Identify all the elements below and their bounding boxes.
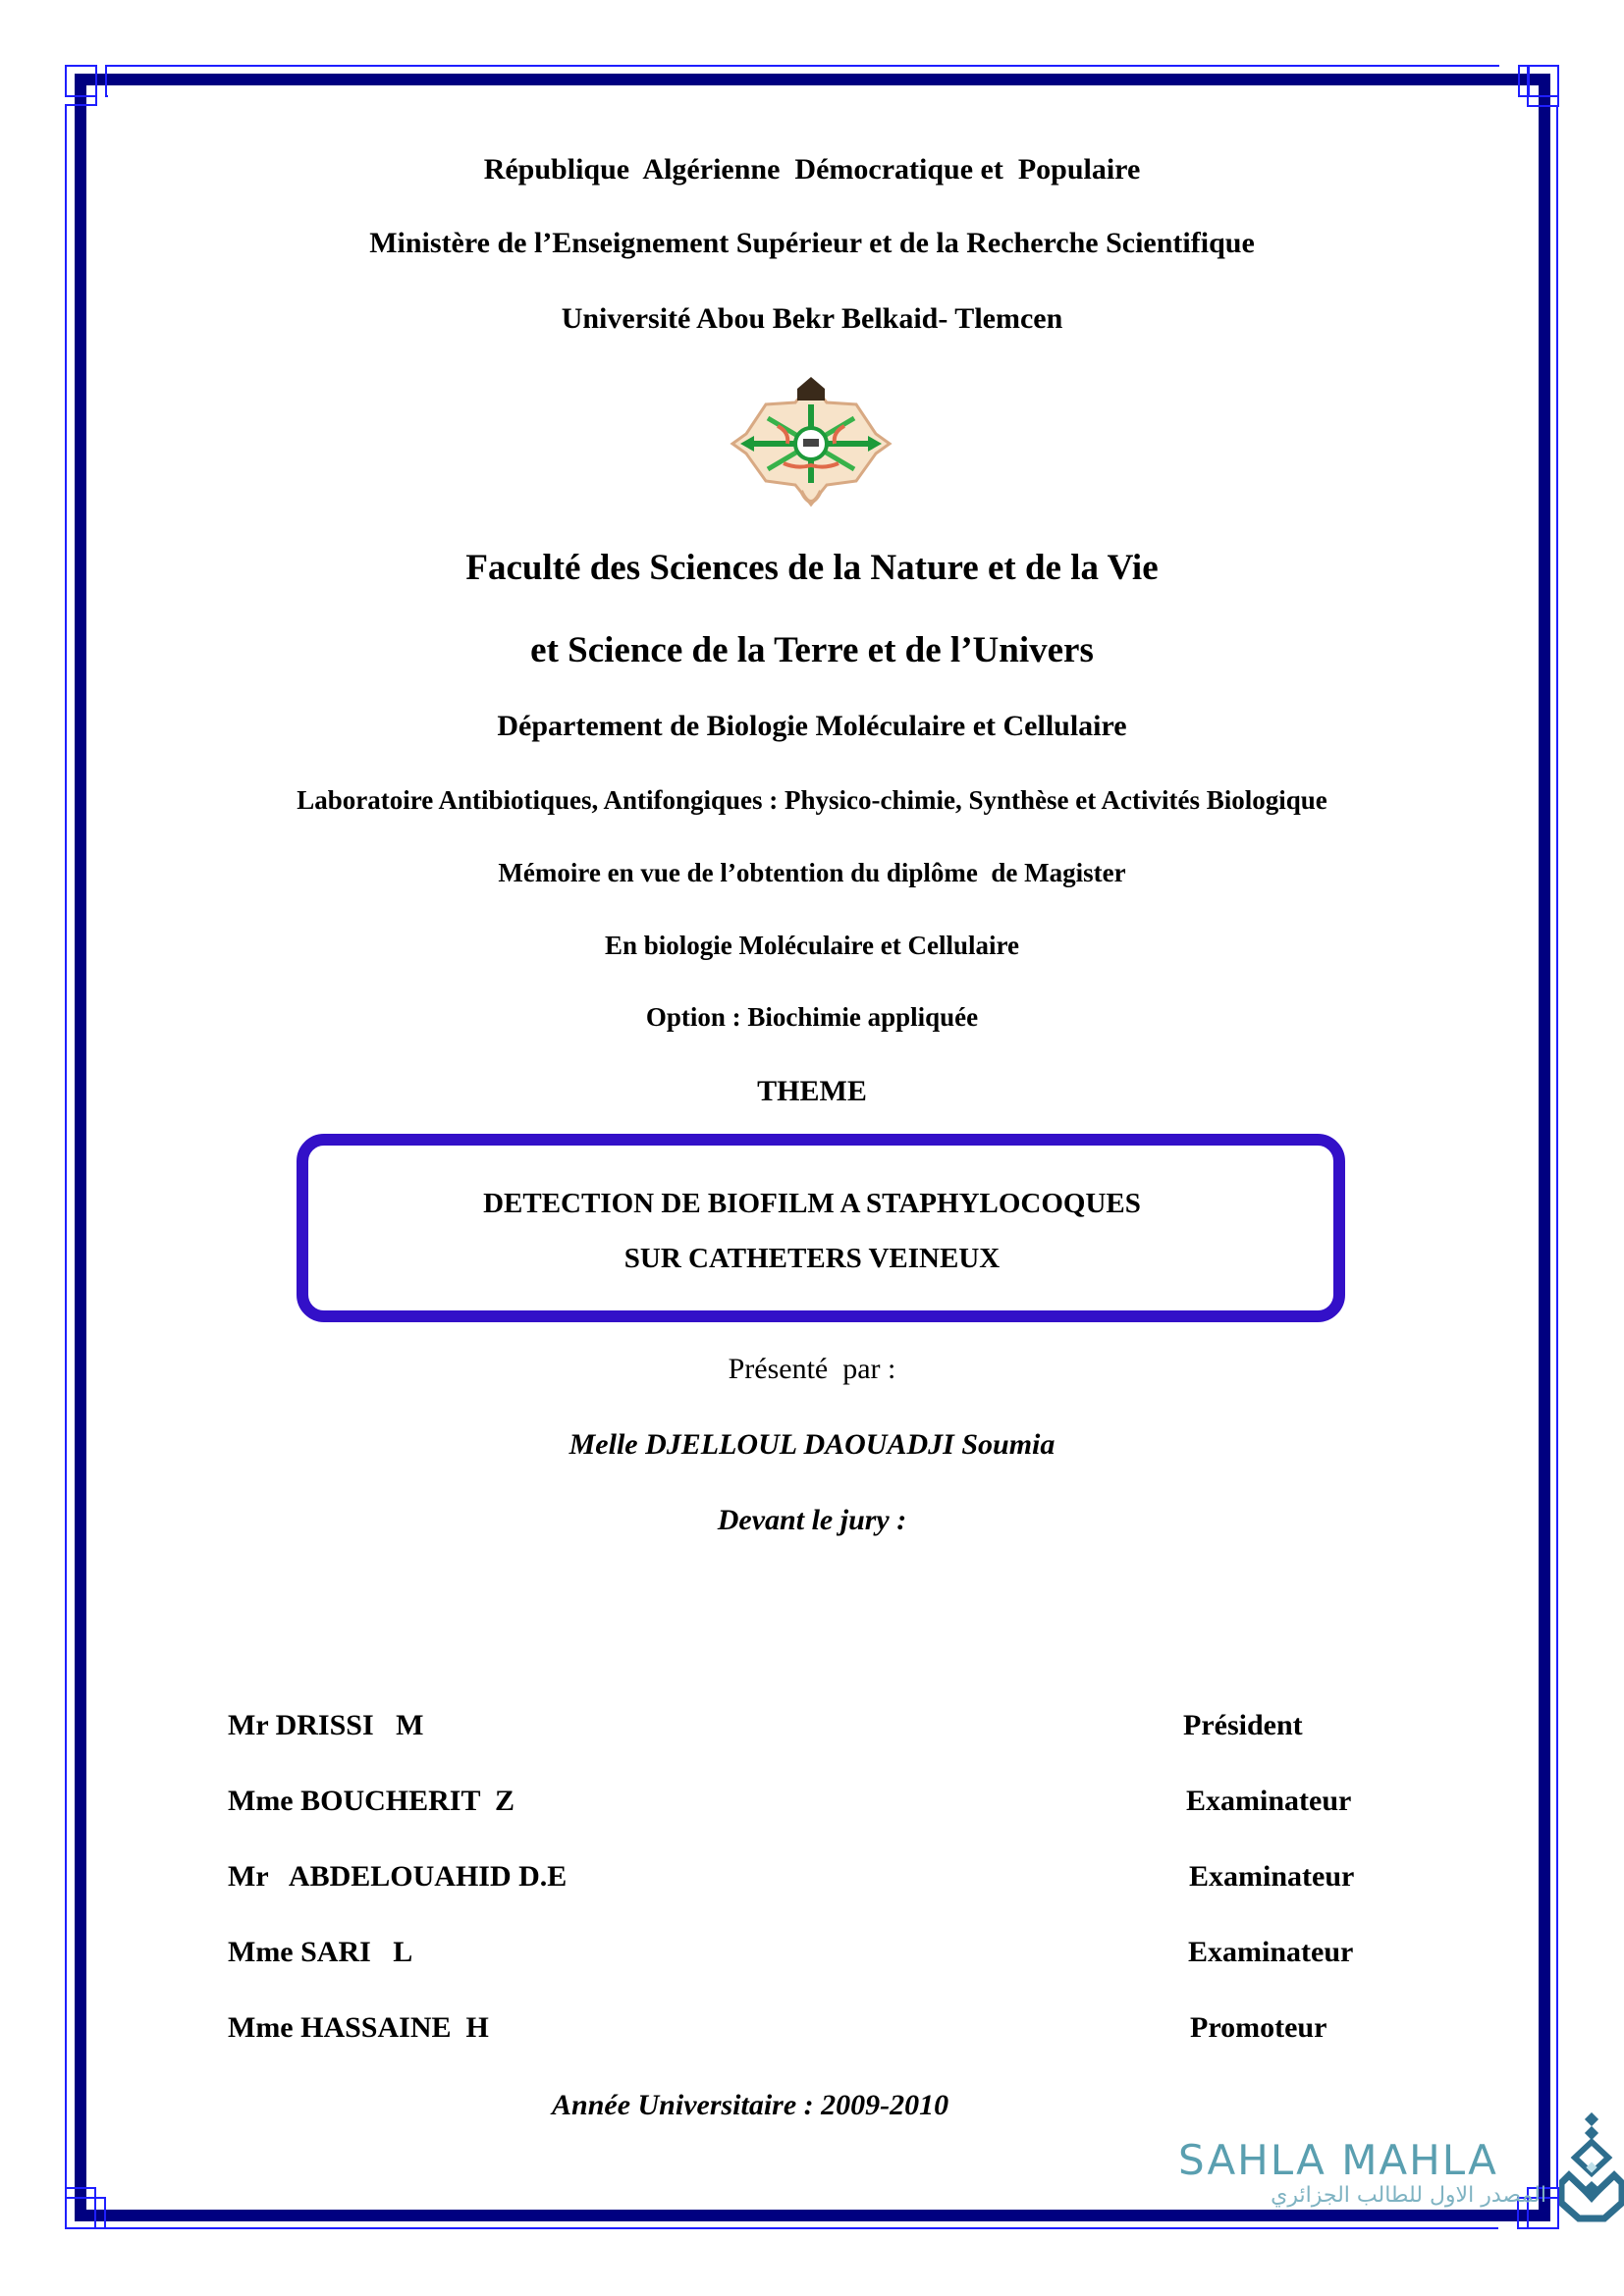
presented-by-label: Présenté par : <box>728 1353 896 1385</box>
university-emblem-icon <box>729 375 893 512</box>
academic-year: Année Universitaire : 2009-2010 <box>552 2089 949 2121</box>
jury-member-role: Président <box>1183 1709 1303 1741</box>
frame-outer-right <box>1556 106 1558 2187</box>
jury-member-name: Mme HASSAINE H <box>228 2011 489 2044</box>
frame-thick-top <box>75 74 1550 85</box>
republic-title: République Algérienne Démocratique et Populaire <box>483 153 1141 186</box>
department-title: Département de Biologie Moléculaire et Cellulaire <box>497 710 1127 742</box>
theme-title-line-2: SUR CATHETERS VEINEUX <box>623 1243 1001 1274</box>
jury-label: Devant le jury : <box>717 1504 907 1536</box>
watermark-subtitle: المصدر الاول للطالب الجزائري <box>1271 2183 1546 2208</box>
theme-title-line-1: DETECTION DE BIOFILM A STAPHYLOCOQUES <box>483 1188 1141 1219</box>
corner-ornament-bl-b <box>65 2197 106 2229</box>
frame-outer-left <box>65 106 67 2187</box>
jury-member-name: Mme BOUCHERIT Z <box>228 1785 514 1817</box>
memoire-line: Mémoire en vue de l’obtention du diplôme de Magister <box>498 858 1126 887</box>
option-line: Option : Biochimie appliquée <box>645 1002 979 1032</box>
laboratory-title: Laboratoire Antibiotiques, Antifongiques : Physico-chimie, Synthèse et Activités Biologique <box>297 785 1327 815</box>
corner-ornament-tl-b <box>65 73 97 106</box>
jury-member-name: Mr DRISSI M <box>228 1709 424 1741</box>
frame-outer-bottom <box>106 2227 1498 2229</box>
corner-ornament-tr-a <box>1527 65 1559 97</box>
jury-member-role: Examinateur <box>1186 1785 1352 1817</box>
frame-outer-top <box>107 65 1499 67</box>
jury-member-name: Mr ABDELOUAHID D.E <box>228 1860 568 1893</box>
watermark-emblem-icon <box>1559 2112 1624 2222</box>
theme-label: THEME <box>757 1075 867 1107</box>
frame-thick-right <box>1539 74 1550 2221</box>
university-title: Université Abou Bekr Belkaid- Tlemcen <box>561 302 1063 335</box>
corner-ornament-tr-c <box>1527 96 1559 107</box>
field-line: En biologie Moléculaire et Cellulaire <box>605 931 1019 960</box>
presenter-name: Melle DJELLOUL DAOUADJI Soumia <box>568 1428 1056 1461</box>
frame-thick-bottom <box>75 2210 1550 2221</box>
faculty-line-1: Faculté des Sciences de la Nature et de la Vie <box>465 548 1159 588</box>
faculty-line-2: et Science de la Terre et de l’Univers <box>530 630 1094 670</box>
jury-member-name: Mme SARI L <box>228 1936 413 1968</box>
watermark-brand: SAHLA MAHLA <box>1178 2136 1498 2184</box>
corner-ornament-tr-b <box>1518 65 1530 97</box>
ministry-title: Ministère de l’Enseignement Supérieur et de la Recherche Scientifique <box>369 227 1255 259</box>
jury-member-role: Examinateur <box>1189 1860 1355 1893</box>
theme-box <box>297 1134 1345 1322</box>
corner-ornament-tl-c <box>105 65 108 97</box>
frame-thick-left <box>75 74 86 2221</box>
jury-member-role: Examinateur <box>1188 1936 1354 1968</box>
jury-member-role: Promoteur <box>1190 2011 1327 2044</box>
